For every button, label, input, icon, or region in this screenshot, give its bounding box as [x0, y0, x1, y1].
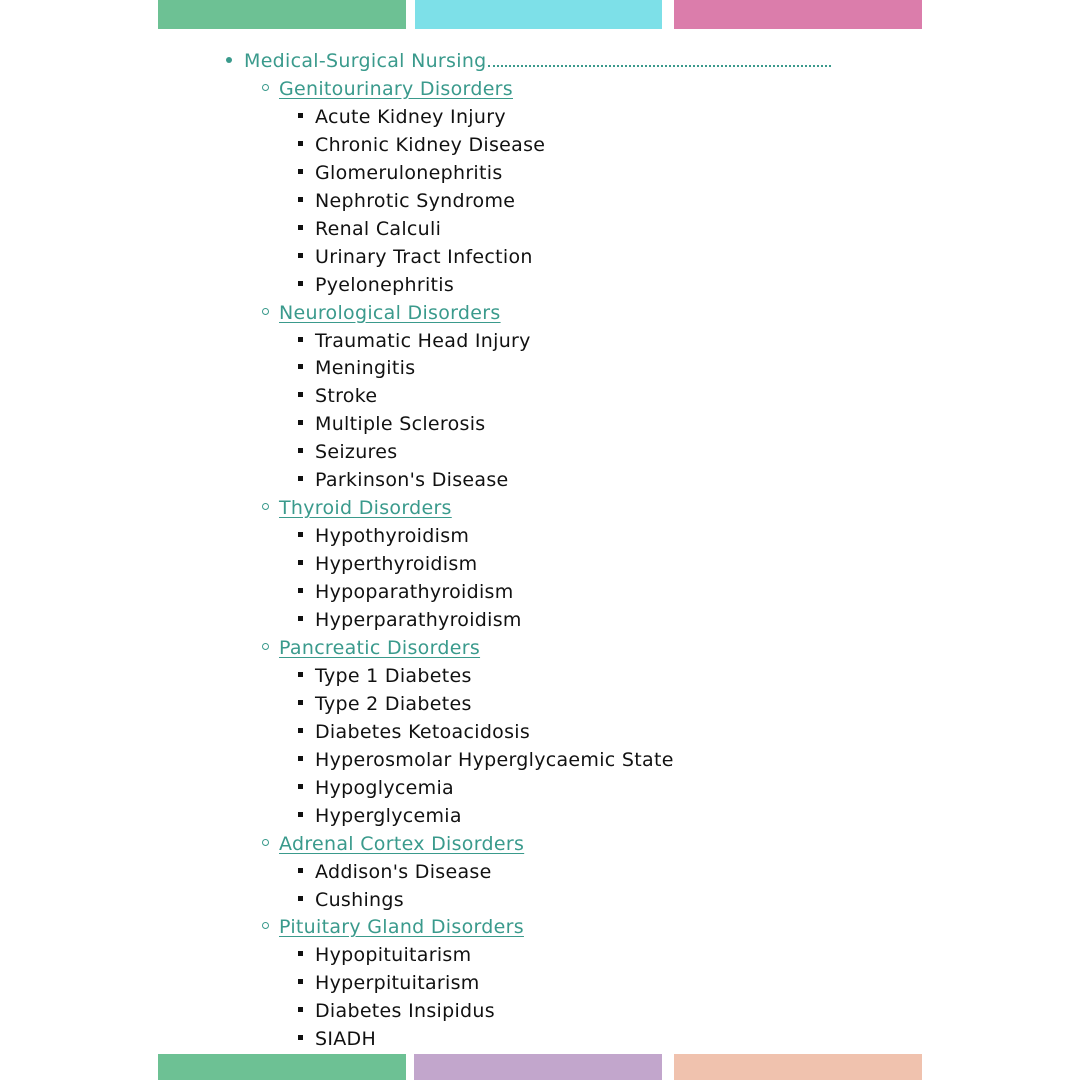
- list-item: [298, 243, 533, 271]
- section-link[interactable]: Pancreatic Disorders: [279, 636, 481, 659]
- list-item: [298, 410, 485, 438]
- list-item: [298, 550, 477, 578]
- section-link[interactable]: Thyroid Disorders: [279, 497, 452, 520]
- list-item: [298, 131, 545, 159]
- bullet-square-icon: [298, 588, 303, 593]
- bullet-square-icon: [298, 420, 303, 425]
- top-bar-green: [158, 0, 406, 29]
- bullet-square-icon: [298, 337, 303, 342]
- list-item: [298, 718, 530, 746]
- list-item-label: Parkinson's Disease: [315, 469, 509, 492]
- list-item-label: Hyperglycemia: [315, 804, 462, 827]
- list-item-label: Nephrotic Syndrome: [315, 189, 516, 212]
- list-item: [298, 1025, 376, 1053]
- bullet-square-icon: [298, 113, 303, 118]
- bullet-circle-icon: [262, 84, 269, 91]
- outline-title-row: [226, 47, 831, 75]
- bullet-square-icon: [298, 672, 303, 677]
- list-item-label: Pyelonephritis: [315, 273, 455, 296]
- list-item: [298, 187, 515, 215]
- bottom-bar-green: [158, 1054, 406, 1080]
- list-item: [298, 858, 492, 886]
- bullet-square-icon: [298, 951, 303, 956]
- bullet-square-icon: [298, 141, 303, 146]
- list-item-label: Hyperparathyroidism: [315, 609, 522, 631]
- bullet-square-icon: [298, 532, 303, 537]
- bullet-square-icon: [298, 197, 303, 202]
- list-item-label: Addison's Disease: [315, 860, 492, 883]
- section-link[interactable]: Pituitary Gland Disorders: [279, 916, 524, 939]
- list-item-label: Diabetes Ketoacidosis: [315, 720, 531, 743]
- list-item-label: Seizures: [315, 441, 398, 464]
- list-item: [298, 690, 472, 718]
- section-heading-row: [262, 75, 513, 103]
- bullet-square-icon: [298, 560, 303, 565]
- bullet-disc-icon: [226, 57, 232, 63]
- bullet-square-icon: [298, 1035, 303, 1040]
- list-item: [298, 466, 509, 494]
- list-item: [298, 941, 471, 969]
- bullet-square-icon: [298, 700, 303, 705]
- list-item-label: Cushings: [315, 888, 404, 911]
- list-item-label: Hypothyroidism: [315, 525, 470, 548]
- bullet-square-icon: [298, 448, 303, 453]
- top-bar-cyan: [415, 0, 662, 29]
- bullet-square-icon: [298, 784, 303, 789]
- bullet-square-icon: [298, 756, 303, 761]
- list-item: [298, 215, 441, 243]
- list-item: [298, 271, 454, 299]
- list-item-label: Chronic Kidney Disease: [315, 133, 546, 156]
- bullet-square-icon: [298, 812, 303, 817]
- list-item: [298, 103, 506, 131]
- list-item-label: Hyperpituitarism: [315, 972, 480, 995]
- list-item-label: Stroke: [315, 385, 378, 408]
- list-item-label: Type 1 Diabetes: [315, 664, 472, 687]
- list-item-label: Hyperthyroidism: [315, 553, 478, 576]
- list-item: [298, 578, 514, 606]
- bullet-circle-icon: [262, 503, 269, 510]
- bullet-square-icon: [298, 169, 303, 174]
- list-item-label: SIADH: [315, 1028, 377, 1051]
- bullet-square-icon: [298, 868, 303, 873]
- list-item-label: Traumatic Head Injury: [315, 329, 531, 352]
- bullet-square-icon: [298, 364, 303, 369]
- section-heading-row: [262, 913, 524, 941]
- bullet-circle-icon: [262, 922, 269, 929]
- list-item-label: Hypoglycemia: [315, 776, 454, 799]
- bullet-square-icon: [298, 225, 303, 230]
- bullet-square-icon: [298, 616, 303, 621]
- list-item: [298, 522, 469, 550]
- list-item: [298, 662, 472, 690]
- section-heading-row: [262, 299, 501, 327]
- bullet-square-icon: [298, 281, 303, 286]
- list-item: [298, 327, 531, 355]
- list-item: [298, 997, 495, 1025]
- list-item: [298, 886, 404, 914]
- bullet-square-icon: [298, 253, 303, 258]
- list-item-label: Glomerulonephritis: [315, 161, 503, 184]
- top-bar-pink: [674, 0, 922, 29]
- bullet-square-icon: [298, 896, 303, 901]
- list-item: [298, 802, 462, 830]
- bullet-square-icon: [298, 728, 303, 733]
- list-item-label: Acute Kidney Injury: [315, 105, 506, 128]
- list-item: [298, 606, 522, 634]
- list-item: [298, 969, 480, 997]
- list-item-label: Hyperosmolar Hyperglycaemic State: [315, 748, 674, 771]
- bullet-square-icon: [298, 1007, 303, 1012]
- list-item: [298, 354, 415, 382]
- outline-title: Medical-Surgical Nursing: [244, 50, 487, 72]
- list-item-label: Multiple Sclerosis: [315, 413, 486, 436]
- list-item-label: Meningitis: [315, 357, 416, 380]
- list-item: [298, 746, 674, 774]
- bottom-bar-peach: [674, 1054, 922, 1080]
- bullet-square-icon: [298, 979, 303, 984]
- list-item: [298, 774, 454, 802]
- list-item-label: Renal Calculi: [315, 217, 442, 240]
- bottom-bar-purple: [414, 1054, 662, 1080]
- bullet-circle-icon: [262, 839, 269, 846]
- dot-leader: [488, 65, 831, 67]
- list-item: [298, 438, 397, 466]
- list-item-label: Urinary Tract Infection: [315, 245, 533, 268]
- list-item: [298, 382, 377, 410]
- bullet-circle-icon: [262, 643, 269, 650]
- section-heading-row: [262, 634, 480, 662]
- list-item: [298, 159, 503, 187]
- list-item-label: Type 2 Diabetes: [315, 692, 472, 715]
- list-item-label: Hypoparathyroidism: [315, 581, 514, 604]
- bullet-circle-icon: [262, 308, 269, 315]
- bullet-square-icon: [298, 392, 303, 397]
- list-item-label: Hypopituitarism: [315, 944, 472, 967]
- section-link[interactable]: Adrenal Cortex Disorders: [279, 832, 525, 855]
- section-link[interactable]: Genitourinary Disorders: [279, 77, 513, 100]
- bullet-square-icon: [298, 476, 303, 481]
- section-heading-row: [262, 830, 524, 858]
- section-link[interactable]: Neurological Disorders: [279, 301, 501, 324]
- section-heading-row: [262, 494, 452, 522]
- list-item-label: Diabetes Insipidus: [315, 1000, 495, 1023]
